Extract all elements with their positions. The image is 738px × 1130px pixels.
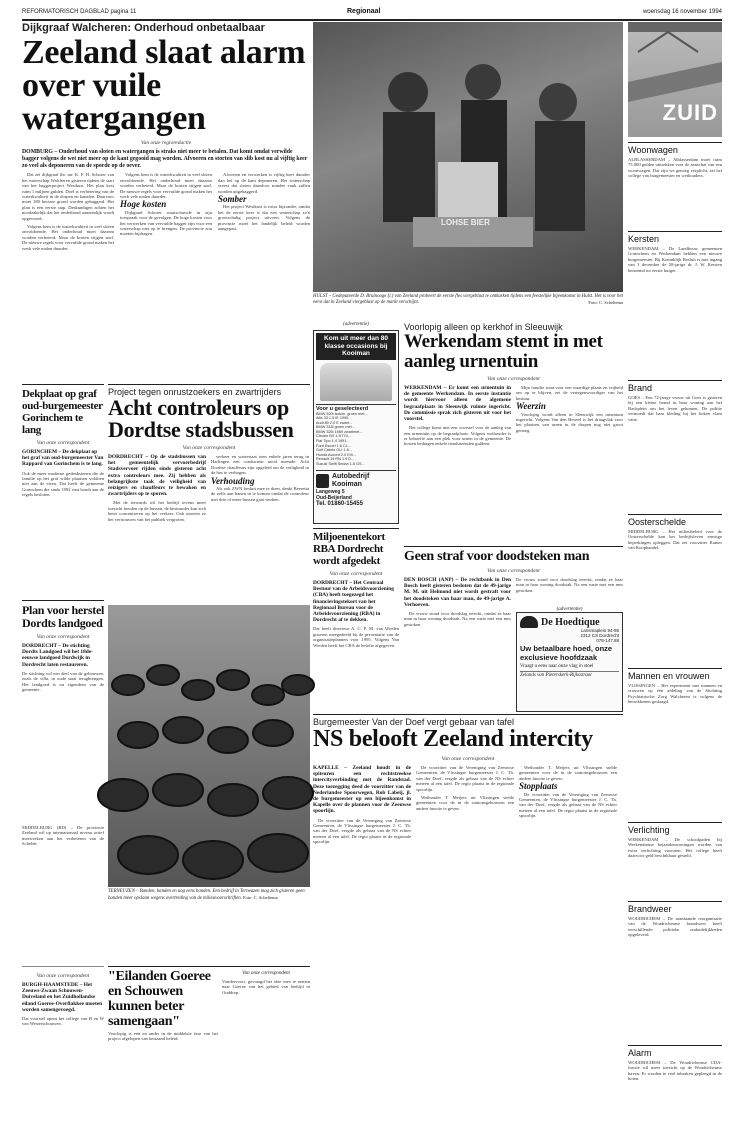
top-col1-cont: Volgens hem is de waterkwaliteit in veel sloten onvoldoende. Het onderhoud moet daarom worden verbeterd. Maar de kosten stijgen snel. De nieuwe regels voor vervuilde grond maken het werk vele malen duurder. [22,224,114,251]
sidebar-section-5 [628,822,722,897]
sidebar-text-4: VLISSINGEN – Het experiment met mannen en vrouwen op één afdeling van de Stichting Psychiatrische Zorg Walcheren is volgens de betrokkenen geslaagd. [628,683,722,705]
urnentuin-headline: Werkendam stemt in met aanleg urnentuin [404,331,603,372]
goeree-headline: "Eilanden Goeree en Schouwen kunnen beter samengaan" [108,969,211,1029]
ad-kooiman-row: BMW 520i autom. groen met... [316,411,368,416]
burgh-byline: Van onze correspondent [36,973,90,979]
ad-hoedtique-slogan: Uw betaalbare hoed, onze exclusieve hoofdzaak [520,644,613,662]
goeree-byline: Van onze correspondent [242,971,290,976]
top-photo-caption-text: HULST – Gedeputeerde D. Bruinooge (l.) van Zeeland probeert de eerste fles viergeblust te ontkurken tijdens een feestelijke bijeenkomst in Hulst. Het is voor het eerst dat in Zeeland viergeblust op de markt verschijnt. [313,294,623,305]
paper-name: REFORMATORISCH DAGBLAD pagina 11 [22,9,137,15]
article-miljoenentekort [313,528,399,708]
top-subhead-2: Somber [218,194,247,205]
sidebar-section-1 [628,231,722,376]
miljoen-headline: Miljoenentekort RBA Dordrecht wordt afgedekt [313,531,385,567]
urnentuin-byline: Van onze correspondent [487,376,540,382]
ad-kooiman-row: Audi 80 2.0 E zwart... [316,420,353,425]
urnentuin-text: Het college komt met een voorstel voor de aanleg van een urnentuin op de begraafplaats. Volgens wethouder is er behoefte aan een plek voor urnen in de gemeente. De kosten bedragen enkele tienduizenden guldens. [404,425,511,447]
sidebar-text-5: WERKENDAM – De schoolpaden bij Werkendamse bejaardenwoningen worden van extra verlichting voorzien. Het college heeft daarvoor geld beschikbaar gesteld. [628,837,722,859]
sidebar-text-3: MIDDELBURG – Het milieubeleid voor de Oosterschelde kan het bedrijfsleven ernstige beperkingen opleggen. Dat zei voorzitter Kamer van Koophandel. [628,529,722,551]
geenstraf-lead: DEN BOSCH (ANP) – De rechtbank in Den Bosch heeft gisteren besloten dat de 49-jarige M. M. uit Helmond niet wordt gestraft voor het doodsteken van haar man, de 49-jarige A. Verhoeven. [404,577,511,608]
article-intercity [313,714,623,1058]
sidebar-section-4 [628,668,722,818]
top-photo [313,22,623,292]
ad-hoedtique-town: 2312 CS Dordrecht [580,633,619,638]
ad-hoedtique-label: (advertentie) [556,607,583,612]
ad-kooiman-row: Golf Cabrio GLI 1.8... [316,448,352,453]
intercity-text2-col2: Wethouder T. Meijers uit Vlissingen stelde gemeenten voor de in de stationsgebouwen een andere functie te geven. [416,795,514,811]
article-landgoed [22,600,104,902]
ad-kooiman-row: Honda Accord 2.0 EXi... [316,452,357,457]
ad-kooiman-row: Renault 19 RN 1.9 D... [316,457,355,462]
sidebar-title-6: Brandweer [628,901,722,914]
ad-kooiman-phone: Tel. 01860-15455 [316,500,363,507]
burgh-lead: BURGH-HAAMSTEDE – Het Zeeuws-Zwaan Schouwen-Duiveland en het Zuidhollandse eiland Goeree-Overflakkee moeten worden samengevoegd. [22,982,103,1013]
urnentuin-kicker: Voorlopig alleen op kerkhof in Sleeuwijk [404,322,563,332]
top-col3b: Het project Westkust is extra bijzonder, omdat het de eerste keer is dat een waterschap zo'n grootschalig project uitvoert. Volgens de provincie moet het landelijk beleid worden aangepast. [218,204,310,232]
ad-kooiman-row: Ford Escort 1.6 CL... [316,443,352,448]
issue-date: woensdag 16 november 1994 [642,9,722,15]
controleurs-col2b: Als ook ZWN besluit mee te doen, denkt Beeretta de zelfs aan banen in te komen omdat de controleur met drie of meer bussen gaat werken. [211,486,309,502]
geenstraf-text: De vrouw stond voor doodslag terecht, omdat ze haar man in haar woning doodstak. Na een ruzie met een mes gestoken. [404,611,511,627]
sidebar-logo [628,22,722,137]
sidebar-title-5: Verlichting [628,822,722,835]
ad-kooiman-subtitle: Voor u geselecteerd [316,404,396,412]
ad-hoedtique [516,612,623,712]
sidebar-text-2: GOES – Een 72-jarige vrouw uit Goes is gisteren bij een kleine brand in haar woning aan het Bachplein om het leven gekomen. De politie vermoedt dat haar kleding bij het koken vlam vatte. [628,395,722,422]
sidebar-title-4: Mannen en vrouwen [628,668,722,681]
top-photo-figures [313,22,623,292]
top-headline-1: Zeeland slaat alarm [22,34,306,71]
article-controleurs [108,384,310,602]
sidebar-title-1: Kersten [628,231,722,244]
article-urnentuin [404,322,623,544]
landgoed-lead: DORDRECHT – De stichting Dordts Landgoed wil het 18de-eeuwse landgoed Dordwijk in Dordrecht laten restaureren. [22,643,93,668]
miljoen-byline: Van onze correspondent [329,571,383,577]
intercity-headline: NS belooft Zeeland intercity [313,726,593,752]
geenstraf-headline: Geen straf voor doodsteken man [404,549,590,564]
urnentuin-subhead: Weerzin [516,401,546,412]
article-goeree [108,966,310,1062]
intercity-text4: De voorzitter van de Vereniging van Zeeuwse Gemeenten, de Vlissingse burgemeester J. C. Th. van der Doef, vergde als gebaar van de NS echter meteen al een tafel. De regio plaatst in de regionale spoorlijn. [519,791,617,819]
sidebar-title-7: Alarm [628,1045,722,1058]
intercity-text3: Wethouder T. Meijers uit Vlissingen stelde gemeenten voor de in de stationsgebouwen een andere functie te geven. [519,765,617,781]
geenstraf-text-cont: De vrouw stond voor doodslag terecht, omdat ze haar man in haar woning doodstak. Na een ruzie met een mes gestoken. [516,577,623,593]
ad-hoedtique-phone: 078-147.88 [596,638,619,643]
masthead [22,8,722,18]
urnentuin-text3: Mijn familie staat voor een waardige plaats en vrijheid om op te blijven, zei de vertegenwoordiger van het bestuur. [516,385,623,401]
ad-kooiman-address: Langeweg 5 [316,488,345,495]
top-subhead-1: Hoge kosten [120,199,167,210]
controleurs-kicker: Project tegen onrustzoekers en zwartrijders [108,387,282,397]
gorinchem-lead: GORINCHEM – De dekplaat op het graf van oud-burgemeester Van Rappard van Gorinchem is te lang. [22,449,104,468]
photo-banden-tires [108,605,310,887]
ad-kooiman-row: BMW 318i groen met... [316,425,355,430]
miljoen-lead: DORDRECHT – Het Centraal Bestuur van de Arbeidsvoorziening (CBA) heeft toegezegd het financieringstekort van het Regionaal Bureau voor de Arbeidsvoorziening (RBA) in Dordrecht af te dekken. [313,580,394,624]
ad-kooiman-row: Suzuki Swift Sedan 1.6 GS... [316,462,365,467]
sidebar-section-2 [628,380,722,510]
ad-kooiman-town: Oud-Beijerland [316,494,352,501]
masthead-rule [22,19,722,21]
sidebar-text-6: WOUDRICHEM – De aanstaande reorganisatie van de Woudrichemse brandweer heeft verschillende politieke onduidelijkheden opgeleverd. [628,916,722,938]
top-col2b: Dijkgraaf Schorer waarschuwde in zijn toespraak voor de gevolgen. De hoge kosten voor het verwerken van vervuilde bagger zijn voor een waterschap niet op te brengen. De provincie zou moeten bijdragen. [120,209,212,237]
section-name: Regionaal [347,8,381,15]
controleurs-col1: Met de stewards wil het bedrijf tevens meer toezicht houden op de bussen, de bestuurder kan zich beter concentreren op het verkeer. Ook moeten ze het vertrouwen van het publiek vergroten. [108,500,206,522]
sidebar-section-0 [628,142,722,227]
sidebar-section-6 [628,901,722,1041]
controleurs-headline-2: Dordtse stadsbussen [108,417,294,442]
landgoed-headline: Plan voor herstel Dordts landgoed [22,603,104,630]
sidebar-text-7: WOUDRICHEM – De Woudrichemse CDA-fractie wil meer toezicht op de Woudrichemse haven. Er worden te veel inbraken gepleegd in de boten. [628,1060,722,1082]
controleurs-headline-1: Acht controleurs op [108,395,289,420]
intercity-subhead: Stopplaats [519,781,558,792]
intercity-kicker: Burgemeester Van der Doef vergt gebaar van tafel [313,717,514,727]
ad-kooiman-list [316,412,396,467]
article-gorinchem [22,384,104,596]
ad-kooiman-row: Fiat Tipo 1.4 1991... [316,439,350,444]
sidebar-title-0: Woonwagen [628,142,722,155]
top-byline: Van onze regioredactie [140,140,192,146]
article-burgh [22,966,104,1062]
banden-caption-text: TERNEUZEN – Banden, banden en nog eens banden. Een bedrijf in Terneuzen mag zich gisteren geen banden meer opslaan wegens overtreding van de milieuvoorschriften. [108,889,305,901]
ad-kooiman-label: (advertentie) [343,322,369,327]
landgoed-text: De stichting wil een deel van de gebouwen, zoals de villa, in oude staat terugbrengen. Het landgoed is nu eigendom van de gemeente. [22,670,104,693]
sidebar-section-7 [628,1045,722,1130]
ad-hoedtique-extra: Vraagt u eens naar onze vlag in stoel [520,664,594,669]
intercity-lead: KAPELLE – Zeeland houdt in de spitsuren een rechtstreekse intercityverbinding met de Randstad. Deze toezegging deed de voorzitter van de Nederlandse Spoorwegen, Rob Labeij, jl. de burgemeester op een bijeenkomst in Kapelle over de plannen voor de Zeeuwse spoorlijn. [313,765,411,815]
intercity-byline: Van onze correspondent [441,756,495,762]
top-headline-2: over vuile watergangen [22,67,206,137]
gorinchem-byline: Van onze correspondent [36,440,90,446]
burgh-text: Dat voorstel opent het college van B en W van Westerschouwen. [22,1016,104,1027]
landgoed-middelburg: MIDDELBURG (RD) – De provincie Zeeland wil op internationaal niveau actief meewerken aan het verbeteren van de Schelde. [22,824,104,847]
top-lead: DOMBURG – Onderhoud van sloten en watergangen is straks niet meer te betalen. Dat komt omdat verwilde bagger volgens de wet niet meer op de kant gegooid mag worden. Afvoeren en storten van slib kost nu al vijftig keer zo veel als deponeren van de sporde op de oever. [22,149,308,169]
gorinchem-text: Ook de meer moderne gedenkstenen die de familie op het graf wilde plaatsen voldoen niet aan de eisen. Dat heeft de gemeente Gorinchem die sinds 1992 vast houdt aan de regels besloten. [22,470,104,498]
sidebar-section-3 [628,514,722,664]
miljoen-text: Dat heeft directeur A. C. P. M. van Wieden gisteren meegedeeld bij de presentatie van de organisatieplannen voor 1995. Volgens Van Wieden heeft het CBA de belofte afgegeven. [313,626,399,648]
article-geen-straf [404,546,623,714]
top-photo-caption [313,294,623,320]
controleurs-col2: verkeer en waterstaat toen enkele jaren terug in Harlingen een conducteur nood noemde. Acht Dordtse chauffeurs zijn opgeleid om de veiligheid in de bus te verhogen. [211,454,309,476]
top-photo-credit: Foto: C. Scheltema [588,299,623,305]
urnentuin-lead: WERKENDAM – Er komt een urnentuin in de gemeente Werkendam. In eerste instantie wordt hiervoor alleen de algemene begraafplaats in Sleeuwijk ruimte ingericht. De commissie sprak zich gisteren uit voor het voorstel. [404,385,511,423]
goeree-text2: Vondervoort, gevraagd het idee mee te nemen naar Goeree van het gebied van leeftijd in Ouddorp. [222,979,310,995]
top-photo-sign: LOHSE BIER [441,218,490,227]
ad-kooiman-row: Citroen BX 1.6 TGi... [316,434,351,439]
ad-kooiman-title: Kom uit meer dan 80 klasse occasions bij Kooiman [316,333,396,360]
top-col1: Dat zei dijkgraaf ihr. mr. K. F. H. Schorer van het waterschap Walcheren gisteren tijdens de start van het baggerproject Westkust. Het plan kost ruim 1 miljoen gulden. Doel is verbetering van de waterkwaliteit in de dorpen en kanalen. Daarvoor moet 180 hectare grond worden gebaggerd. Het plan is een eerste stap. Deskundigen achten het noodzakelijk dat het onderhoud aanzienlijk wordt opgevoerd. [22,172,114,221]
ad-hoedtique-address: Lansmaplein 94-95 [580,628,619,633]
sidebar-title-3: Oosterschelde [628,514,722,527]
top-kicker: Dijkgraaf Walcheren: Onderhoud onbetaalbaar [22,22,265,34]
ad-kooiman-row: BMW 325i 1989 zwartmet... [316,429,363,434]
top-col3: Afvoeren en verwerken is vijftig keer duurder dan het op de kant deponeren. Het waterschap vreest dat sloten daardoor minder vaak zullen worden uitgebaggerd. [218,172,310,194]
controleurs-lead: DORDRECHT – Op de stadsbussen van het gemeentelijk vervoerbedrijf Stadsvervoer rijden sinds gisteren acht extra controleurs mee. Zij hebben als belangrijkste taak de veiligheid van reizigers en chauffeurs te bewaken en zwartrijders op te sporen. [108,454,206,498]
sidebar-text-1: WERKENDAM – De Landbouw gemeenten Gorinchem en Werkendam hebben een nieuwe burgemeester. Bij Koninklijk Besluit is met ingang van 1 december de 58-jarige dr. J. W. Kersten benoemd tot eerste burger. [628,246,722,273]
banden-credit: Foto: C. Scheltema [243,894,278,900]
ad-hoedtique-footer: Zelands van Pieterskerk-Rijksstraat [520,671,619,678]
ad-kooiman-logo-icon [316,474,329,488]
photo-banden [108,605,310,887]
ad-kooiman-car-graphic [320,363,392,401]
top-article [22,22,310,382]
urnentuin-text2: Voorlopig wordt alleen in Sleeuwijk een urnentuin ingericht. Volgens Van den Heuvel is het draagvlak voor het plaatsen van urnen in de dorpen nog niet groot genoeg. [516,411,623,433]
controleurs-byline: Van onze correspondent [182,445,236,451]
photo-banden-caption [108,889,310,919]
intercity-text: De voorzitter van de Vereniging van Zeeuwse Gemeenten, de Vlissingse burgemeester J. C. Th. van der Doef, vergde als gebaar van de NS echter meteen al een tafel. De regio plaatst in de regionale spoorlijn. [313,817,411,845]
sidebar [628,138,722,1082]
intercity-text-col2: De voorzitter van de Vereniging van Zeeuwse Gemeenten, de Vlissingse burgemeester J. C. Th. van der Doef, vergde als gebaar van de NS echter meteen al een tafel. De regio plaatst in de regionale spoorlijn. [416,765,514,792]
sidebar-text-0: ALBLASSERDAM – Alblasserdam moet ruim 75.000 gulden uittrekken voor de aanschaf van een woonwagen. Dat zijn we genoeg verplicht, zei het college van burgemeester en wethouders. [628,157,722,179]
hoed-icon [520,616,538,628]
ad-hoedtique-name: De Hoedtique [541,616,600,628]
geenstraf-byline: Van onze correspondent [487,568,540,574]
ad-kooiman-footer-name: Autobedrijf Kooiman [331,472,370,488]
sidebar-title-2: Brand [628,380,722,393]
ad-kooiman-row: Alfa 33 1.5 IE 1990... [316,416,352,421]
controleurs-subhead: Verhouding [211,475,255,486]
ad-kooiman [313,330,399,524]
sidebar-logo-text: ZUID [662,100,718,125]
goeree-text: Voorlopig is een en ander in de middelste fase van het project afgelopen van bestaand beleid. [108,1031,218,1042]
landgoed-byline: Van onze correspondent [36,634,90,640]
gorinchem-headline: Dekplaat op graf oud-burgemeester Gorinchem te lang [22,388,103,436]
top-col2: Volgens hem is de waterkwaliteit in veel sloten onvoldoende. Het onderhoud moet daarom worden verbeterd. Maar de kosten stijgen snel. De nieuwe regels voor vervuilde grond maken het werk vele malen duurder. [120,172,212,200]
